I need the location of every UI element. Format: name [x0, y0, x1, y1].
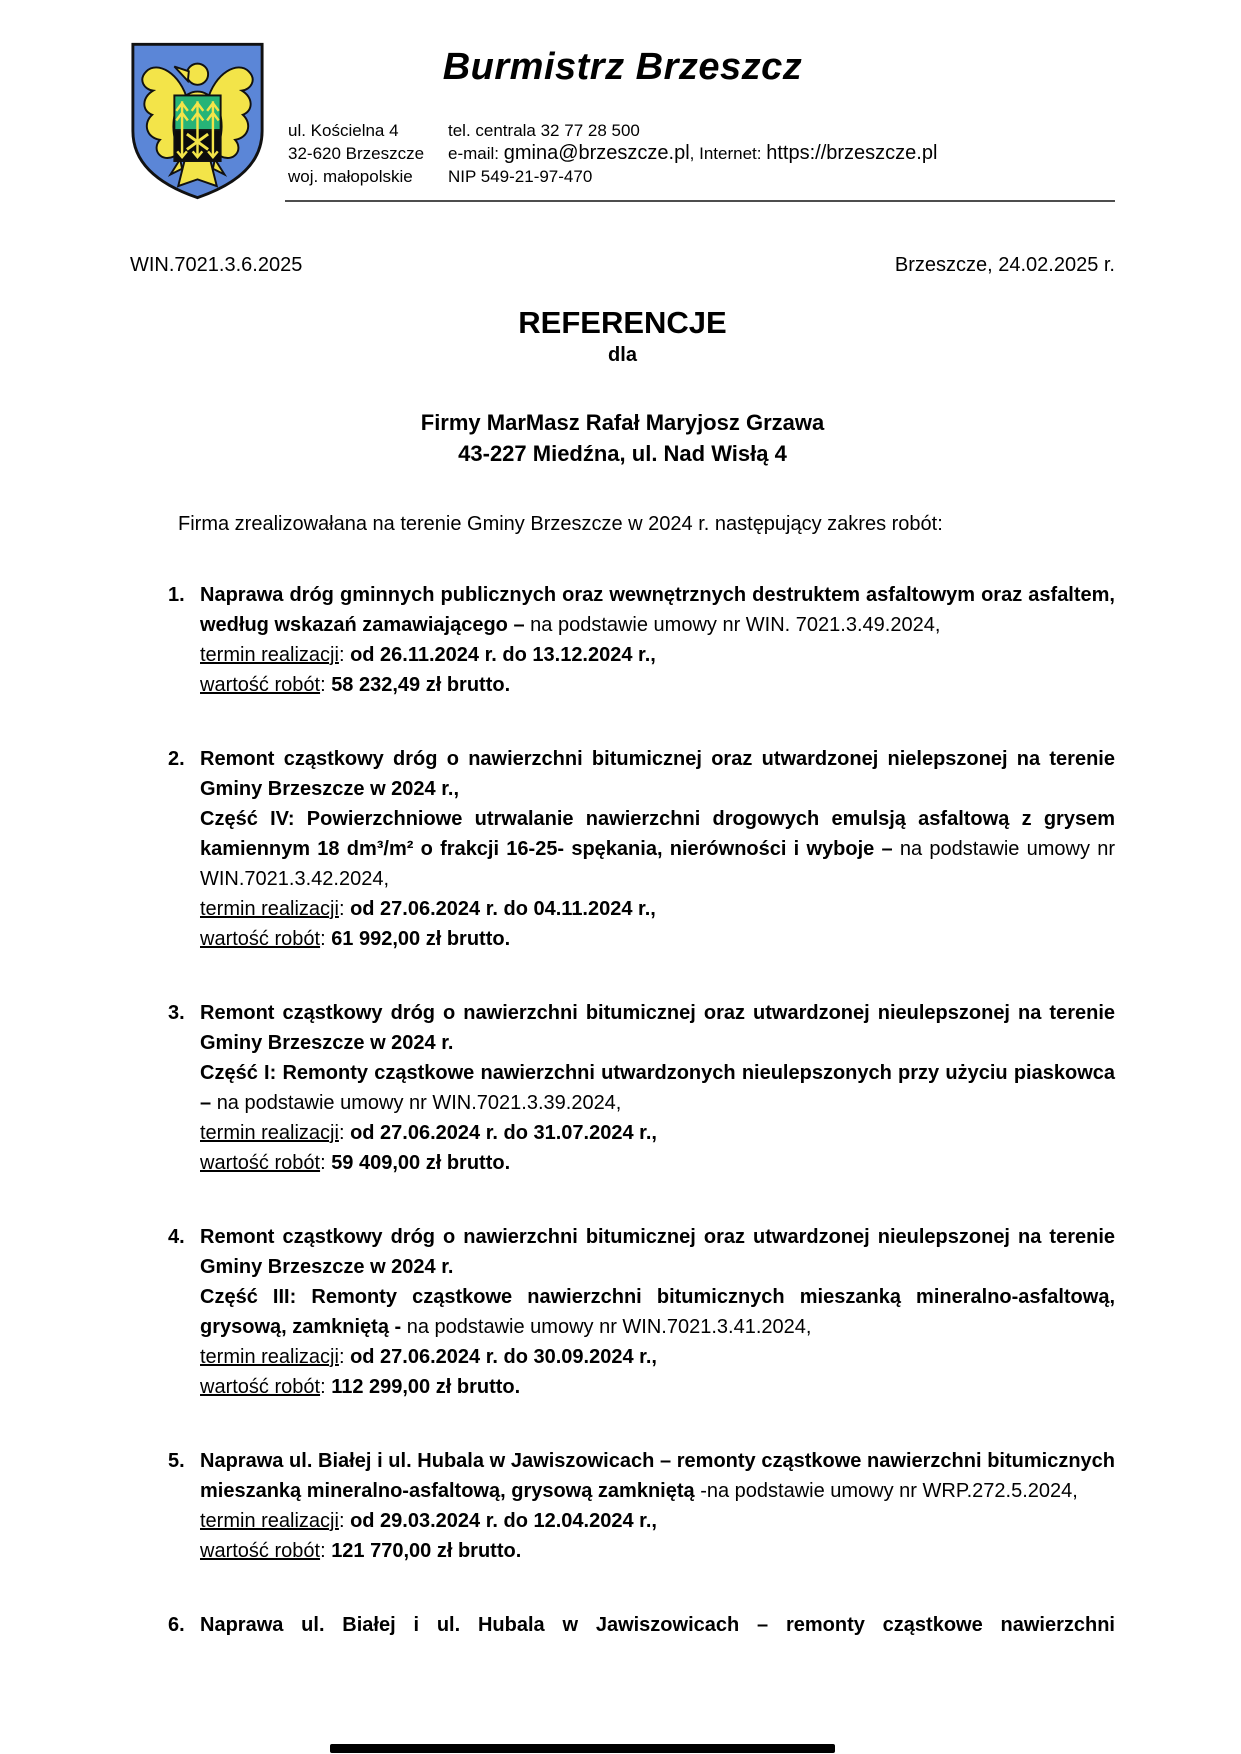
crest-wheat-ears — [176, 101, 218, 157]
text-run: : — [338, 644, 351, 666]
text-run: od 27.06.2024 r. do 04.11.2024 r., — [350, 898, 656, 920]
text-run: Naprawa dróg gminnych publicznych oraz wewnętrznych destruktem asfaltowym oraz asfaltem, według wskazań zamawiającego – — [200, 584, 1115, 636]
list-item — [130, 1610, 1115, 1640]
underlined-label: termin realizacji — [200, 1122, 339, 1144]
list-item-paragraph — [200, 580, 1115, 640]
list-item-paragraph — [200, 1446, 1115, 1506]
list-item-body — [200, 1222, 1115, 1402]
text-run: 112 299,00 zł brutto. — [331, 1376, 521, 1398]
text-run: od 26.11.2024 r. do 13.12.2024 r., — [350, 644, 656, 666]
text-run: na podstawie umowy nr WIN.7021.3.39.2024, — [216, 1092, 622, 1114]
list-item-paragraph — [200, 1610, 1115, 1640]
text-run: od 27.06.2024 r. do 31.07.2024 r., — [350, 1122, 657, 1144]
list-item — [130, 998, 1115, 1178]
text-run: Naprawa ul. Białej i ul. Hubala w Jawiszowicach – remonty cząstkowe nawierzchni bitumicznych mieszanką mineralno-asfaltową, grysową zamkniętą — [200, 1450, 1115, 1502]
list-item — [130, 1222, 1115, 1402]
website-url: https://brzeszcze.pl — [766, 142, 938, 164]
underlined-label: termin realizacji — [200, 1510, 339, 1532]
list-item-paragraph — [200, 1118, 1115, 1148]
text-run: 59 409,00 zł brutto. — [331, 1152, 511, 1174]
text-run: 61 992,00 zł brutto. — [331, 928, 511, 950]
coat-of-arms-graphic — [130, 40, 265, 202]
office-title: Burmistrz Brzeszcz — [442, 46, 803, 88]
list-item-body — [200, 1446, 1115, 1566]
underlined-label: wartość robót — [200, 1540, 321, 1562]
underlined-label: wartość robót — [200, 1152, 321, 1174]
underlined-label: termin realizacji — [200, 644, 339, 666]
underlined-label: wartość robót — [200, 1376, 321, 1398]
contact-block — [288, 119, 1115, 188]
text-run: na podstawie umowy nr WIN.7021.3.42.2024, — [200, 838, 1116, 890]
underlined-label: wartość robót — [200, 674, 321, 696]
list-item-paragraph — [200, 1342, 1115, 1372]
document-title: REFERENCJE — [518, 305, 727, 340]
text-run: Remont cząstkowy dróg o nawierzchni bitumicznej oraz utwardzonej nieulepszonej na terenie Gminy Brzeszcze w 2024 r. — [200, 1226, 1115, 1278]
list-item-paragraph — [200, 924, 1115, 954]
list-item-number: 6. — [168, 1614, 185, 1636]
text-run: Część I: Remonty cząstkowe nawierzchni utwardzonych nieulepszonych przy użyciu piaskowca – — [200, 1062, 1115, 1114]
text-run: od 27.06.2024 r. do 30.09.2024 r., — [350, 1346, 657, 1368]
bottom-bar — [330, 1744, 835, 1753]
list-item-paragraph — [200, 640, 1115, 670]
intro-paragraph: Firma zrealizowałana na terenie Gminy Brzeszcze w 2024 r. następujący zakres robót: — [178, 513, 943, 535]
text-run: : — [338, 898, 351, 920]
list-item-body — [200, 744, 1115, 954]
case-number: WIN.7021.3.6.2025 — [130, 254, 303, 276]
recipient-block — [130, 407, 1115, 469]
text-run: : — [338, 1510, 351, 1532]
text-run: : — [320, 928, 332, 950]
list-item — [130, 1446, 1115, 1566]
document-subtitle: dla — [608, 344, 637, 366]
list-item-number: 3. — [168, 1002, 185, 1024]
text-run: : — [338, 1346, 351, 1368]
list-item-paragraph — [200, 1222, 1115, 1282]
phone-line: tel. centrala 32 77 28 500 — [448, 121, 640, 140]
text-run: : — [320, 1540, 332, 1562]
internet-label: , Internet: — [689, 144, 767, 163]
list-item-paragraph — [200, 1372, 1115, 1402]
text-run: : — [338, 1122, 351, 1144]
underlined-label: wartość robót — [200, 928, 321, 950]
text-run: od 29.03.2024 r. do 12.04.2024 r., — [350, 1510, 657, 1532]
list-item-number: 1. — [168, 584, 185, 606]
address-line: woj. małopolskie — [288, 167, 413, 186]
list-item-number: 4. — [168, 1226, 185, 1248]
list-item-paragraph — [200, 894, 1115, 924]
list-item-body — [200, 580, 1115, 700]
list-item-number: 5. — [168, 1450, 185, 1472]
list-item-number: 2. — [168, 748, 185, 770]
letterhead — [130, 40, 1115, 202]
text-run: Część III: Remonty cząstkowe nawierzchni bitumicznych mieszanką mineralno-asfaltową, grysową, zamkniętą - — [200, 1286, 1115, 1338]
list-item — [130, 580, 1115, 700]
text-run: na podstawie umowy nr WIN. 7021.3.49.2024, — [530, 614, 941, 636]
nip-line: NIP 549-21-97-470 — [448, 167, 593, 186]
list-item-paragraph — [200, 1058, 1115, 1118]
list-item-paragraph — [200, 1148, 1115, 1178]
address-line: ul. Kościelna 4 — [288, 121, 399, 140]
text-run: 58 232,49 zł brutto. — [331, 674, 511, 696]
list-item-paragraph — [200, 998, 1115, 1058]
header-divider — [285, 200, 1115, 202]
text-run: 121 770,00 zł brutto. — [331, 1540, 522, 1562]
text-run: Remont cząstkowy dróg o nawierzchni bitumicznej oraz utwardzonej nieulepszonej na terenie Gminy Brzeszcze w 2024 r. — [200, 1002, 1115, 1054]
list-item-paragraph — [200, 804, 1115, 894]
place-and-date: Brzeszcze, 24.02.2025 r. — [894, 254, 1115, 276]
text-run: Remont cząstkowy dróg o nawierzchni bitumicznej oraz utwardzonej nielepszonej na terenie Gminy Brzeszcze w 2024 r., — [200, 748, 1115, 800]
text-run: Naprawa ul. Białej i ul. Hubala w Jawiszowicach – remonty cząstkowe nawierzchni — [200, 1614, 1115, 1636]
text-run: Część IV: Powierzchniowe utrwalanie nawierzchni drogowych emulsją asfaltową z grysem kamiennym 18 dm³/m² o frakcji 16-25- spękania, nierówności i wyboje – — [200, 808, 1115, 860]
list-item-paragraph — [200, 1506, 1115, 1536]
text-run: : — [320, 1376, 332, 1398]
recipient-address: 43-227 Miedźna, ul. Nad Wisłą 4 — [458, 441, 787, 466]
recipient-name: Firmy MarMasz Rafał Maryjosz Grzawa — [420, 410, 825, 435]
underlined-label: termin realizacji — [200, 898, 339, 920]
email-address: gmina@brzeszcze.pl — [503, 142, 690, 164]
email-line — [448, 142, 1115, 165]
address-line: 32-620 Brzeszcze — [288, 144, 425, 163]
list-item-paragraph — [200, 744, 1115, 804]
list-item-paragraph — [200, 670, 1115, 700]
text-run: : — [320, 1152, 332, 1174]
reference-line — [130, 254, 1115, 277]
underlined-label: termin realizacji — [200, 1346, 339, 1368]
list-item-paragraph — [200, 1536, 1115, 1566]
text-run: : — [320, 674, 332, 696]
email-label: e-mail: — [448, 144, 504, 163]
list-item-body — [200, 1610, 1115, 1640]
work-list — [130, 580, 1115, 1640]
text-run: na podstawie umowy nr WIN.7021.3.41.2024, — [406, 1316, 812, 1338]
list-item-body — [200, 998, 1115, 1178]
list-item-paragraph — [200, 1282, 1115, 1342]
list-item — [130, 744, 1115, 954]
text-run: -na podstawie umowy nr WRP.272.5.2024, — [700, 1480, 1078, 1502]
coat-of-arms — [130, 40, 265, 202]
